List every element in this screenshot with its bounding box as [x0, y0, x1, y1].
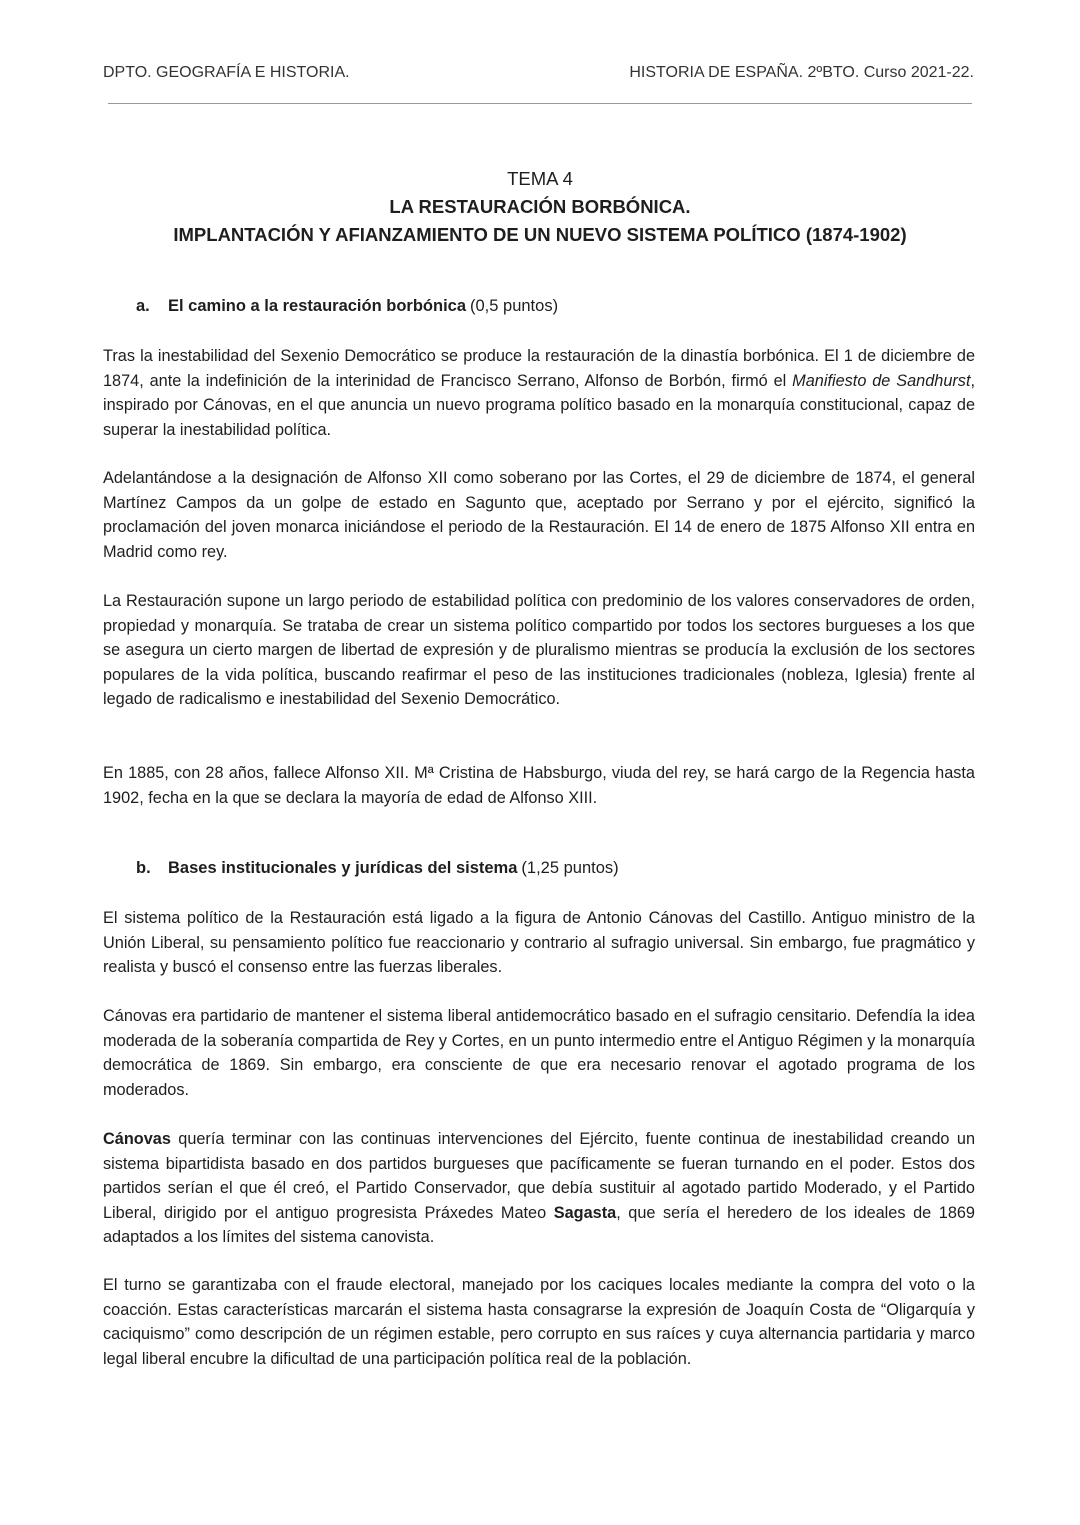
section-points: (0,5 puntos): [470, 297, 559, 315]
section-letter: a.: [136, 297, 150, 315]
paragraph: [103, 344, 975, 442]
bold-text: Cánovas: [103, 1130, 171, 1148]
section-title: El camino a la restauración borbónica: [168, 297, 467, 315]
tema-label: TEMA 4: [507, 168, 573, 189]
section-a-heading: [136, 297, 558, 316]
paragraph: Cánovas era partidario de mantener el sistema liberal antidemocrático basado en el sufragio censitario. Defendía la idea moderada de la soberanía compartida de Rey y Cortes, en un punto intermedio entre el Antiguo Régimen y la monarquía democrática de 1869. Sin embargo, era consciente de que era necesario renovar el agotado programa de los moderados.: [103, 1007, 975, 1099]
section-points: (1,25 puntos): [521, 859, 619, 877]
text: , que sería el heredero de los ideales de 1869 adaptados a los límites del sistema canovista.: [103, 1203, 975, 1246]
text: Tras la inestabilidad del Sexenio Democrático se produce la restauración de la dinastía borbónica. El 1 de diciembre de 1874, ante la indefinición de la interinidad de Francisco Serrano, Alfonso de Borbón, firmó el: [103, 347, 975, 390]
paragraph: El sistema político de la Restauración está ligado a la figura de Antonio Cánovas del Castillo. Antiguo ministro de la Unión Liberal, su pensamiento político fue reaccionario y contrario al sufragio universal. Sin embargo, fue pragmático y realista y buscó el consenso entre las fuerzas liberales.: [103, 909, 975, 976]
header-course: HISTORIA DE ESPAÑA. 2ºBTO. Curso 2021-22.: [629, 64, 974, 81]
header-department: DPTO. GEOGRAFÍA E HISTORIA.: [103, 64, 350, 81]
paragraph: En 1885, con 28 años, fallece Alfonso XII. Mª Cristina de Habsburgo, viuda del rey, se hará cargo de la Regencia hasta 1902, fecha en la que se declara la mayoría de edad de Alfonso XIII.: [103, 764, 975, 807]
document-title: [0, 165, 1080, 249]
paragraph: Adelantándose a la designación de Alfonso XII como soberano por las Cortes, el 29 de diciembre de 1874, el general Martínez Campos da un golpe de estado en Sagunto que, aceptado por Serrano y por el ejército, significó la proclamación del joven monarca iniciándose el periodo de la Restauración. El 14 de enero de 1875 Alfonso XII entra en Madrid como rey.: [103, 469, 975, 561]
paragraph: El turno se garantizaba con el fraude electoral, manejado por los caciques locales mediante la compra del voto o la coacción. Estas características marcarán el sistema hasta consagrarse la expresión de Joaquín Costa de “Oligarquía y caciquismo” como descripción de un régimen estable, pero corrupto en sus raíces y cuya alternancia partidaria y marco legal liberal encubre la dificultad de una participación política real de la población.: [103, 1276, 975, 1368]
italic-text: Manifiesto de Sandhurst: [792, 371, 971, 390]
header-rule: [108, 103, 972, 104]
bold-text: Sagasta: [553, 1203, 617, 1222]
section-title: Bases institucionales y jurídicas del sistema: [168, 859, 518, 877]
paragraph: [103, 1127, 975, 1250]
text: , inspirado por Cánovas, en el que anuncia un nuevo programa político basado en la monarquía constitucional, capaz de superar la inestabilidad política.: [103, 371, 975, 439]
title-line-1: LA RESTAURACIÓN BORBÓNICA.: [389, 196, 691, 217]
paragraph: La Restauración supone un largo periodo de estabilidad política con predominio de los valores conservadores de orden, propiedad y monarquía. Se trataba de crear un sistema político compartido por todos los sectores burgueses a los que se asegura un cierto margen de libertad de expresión y de pluralismo mientras se producía la exclusión de los sectores populares de la vida política, buscando reafirmar el peso de las instituciones tradicionales (nobleza, Iglesia) frente al legado de radicalismo e inestabilidad del Sexenio Democrático.: [103, 592, 975, 708]
section-b-heading: [136, 859, 619, 878]
title-line-2: IMPLANTACIÓN Y AFIANZAMIENTO DE UN NUEVO SISTEMA POLÍTICO (1874-1902): [173, 224, 907, 245]
section-letter: b.: [136, 859, 151, 877]
text: quería terminar con las continuas intervenciones del Ejército, fuente continua de inestabilidad creando un sistema bipartidista basado en dos partidos burgueses que pacíficamente se fueran turnando en el poder. Estos dos partidos serían el que él creó, el Partido Conservador, que debía sustituir al agotado partido Moderado, y el Partido Liberal, dirigido por el antiguo progresista Práxedes Mateo: [103, 1130, 975, 1222]
